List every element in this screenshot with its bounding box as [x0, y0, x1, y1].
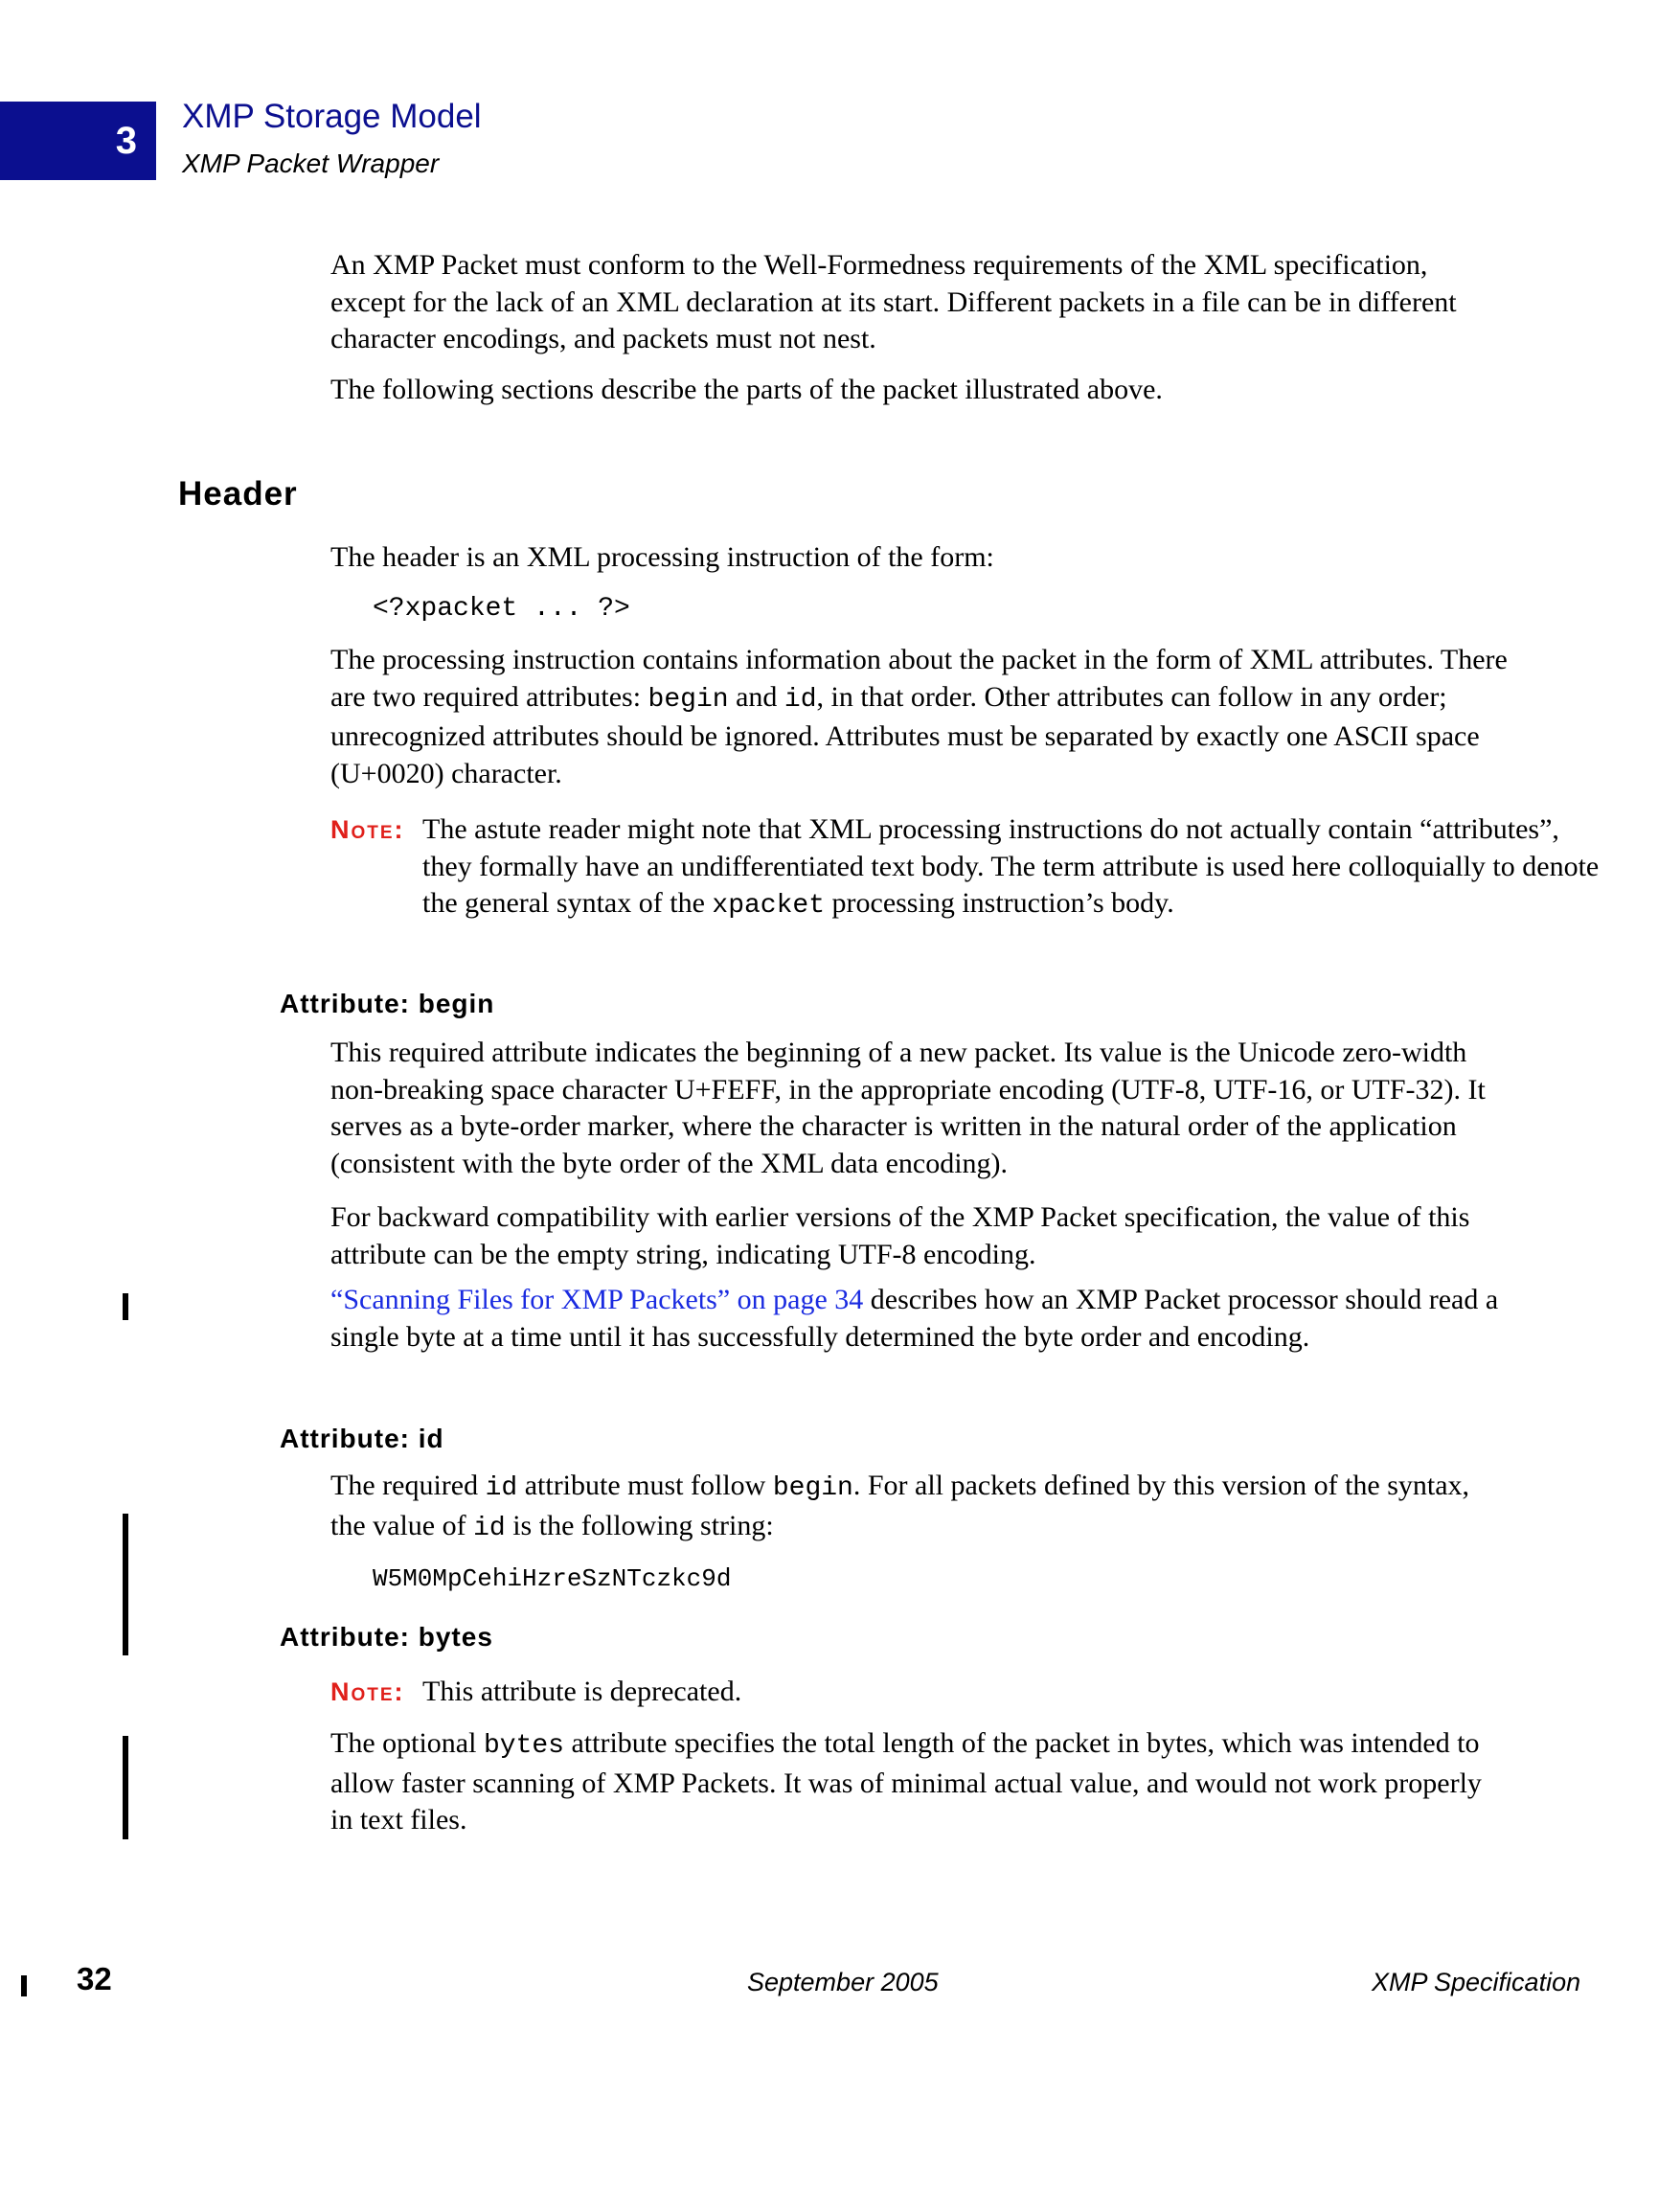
change-bar — [123, 1514, 128, 1655]
scanning-files-link[interactable]: “Scanning Files for XMP Packets” on page 34 — [330, 1284, 864, 1315]
header-paragraph-2: The processing instruction contains information about the packet in the form of XML attributes. There are two required attributes: begin and id, in that order. Other attributes can follow in any order; unrecognized attributes should be ignored. Attributes must be separated by exactly one ASCII space (U+0020) character. — [330, 644, 1508, 789]
begin-paragraph-1: This required attribute indicates the beginning of a new packet. Its value is the Unicode zero-width non-breaking space character U+FEFF, in the appropriate encoding (UTF-8, UTF-16, or UTF-32). It serves as a byte-order marker, where the character is written in the natural order of the application (consistent with the byte order of the XML data encoding). — [330, 1037, 1486, 1179]
heading-attribute-id: Attribute: id — [280, 1424, 444, 1453]
code-begin: begin — [772, 1473, 853, 1503]
code-id: id — [485, 1473, 518, 1503]
note-attributes: Note: The astute reader might note that XML processing instructions do not actually contain “attributes”, they formally have an undifferentiated text body. The term attribute is used here colloquially to denote the general syntax of the xpacket processing instruction’s body. — [330, 813, 1600, 921]
chapter-number-tab — [0, 102, 156, 180]
note-label: Note: — [330, 1677, 405, 1706]
code-bytes: bytes — [483, 1731, 564, 1761]
header-paragraph-1: The header is an XML processing instruction of the form: — [330, 541, 994, 573]
chapter-number: 3 — [115, 119, 137, 162]
intro-paragraph-1: An XMP Packet must conform to the Well-Formedness requirements of the XML specification, except for the lack of an XML declaration at its start. Different packets in a file can be in different character encodings, and packets must not nest. — [330, 249, 1457, 354]
xpacket-code-example: <?xpacket ... ?> — [373, 594, 630, 624]
code-id: id — [473, 1513, 506, 1543]
intro-paragraph-2: The following sections describe the parts of the packet illustrated above. — [330, 374, 1163, 405]
change-bar — [21, 1975, 27, 1996]
code-begin: begin — [647, 684, 729, 715]
change-bar — [123, 1293, 128, 1320]
id-paragraph-1: The required id attribute must follow begin. For all packets defined by this version of the syntax, the value of id is the following string: — [330, 1470, 1470, 1543]
id-value-code: W5M0MpCehiHzreSzNTczkc9d — [373, 1564, 732, 1593]
bytes-paragraph-1: The optional bytes attribute specifies the total length of the packet in bytes, which was intended to allow faster scanning of XMP Packets. It was of minimal actual value, and would not work properly in text files. — [330, 1727, 1482, 1836]
note-deprecated: Note: This attribute is deprecated. — [330, 1674, 1610, 1711]
page-number: 32 — [77, 1961, 112, 1996]
section-title: XMP Packet Wrapper — [182, 148, 440, 178]
heading-attribute-begin: Attribute: begin — [280, 989, 495, 1018]
footer-date: September 2005 — [747, 1968, 939, 1996]
begin-paragraph-3: “Scanning Files for XMP Packets” on page 34 describes how an XMP Packet processor should read a single byte at a time until it has successfully determined the byte order and encoding. — [330, 1284, 1499, 1353]
heading-header: Header — [178, 475, 298, 513]
note-label: Note: — [330, 815, 405, 844]
begin-paragraph-2: For backward compatibility with earlier versions of the XMP Packet specification, the value of this attribute can be the empty string, indicating UTF-8 encoding. — [330, 1201, 1470, 1270]
change-bar — [123, 1736, 128, 1839]
code-xpacket: xpacket — [712, 891, 826, 921]
code-id: id — [784, 684, 817, 715]
footer-document-title: XMP Specification — [1372, 1968, 1581, 1996]
heading-attribute-bytes: Attribute: bytes — [280, 1622, 493, 1652]
chapter-title: XMP Storage Model — [182, 98, 482, 135]
